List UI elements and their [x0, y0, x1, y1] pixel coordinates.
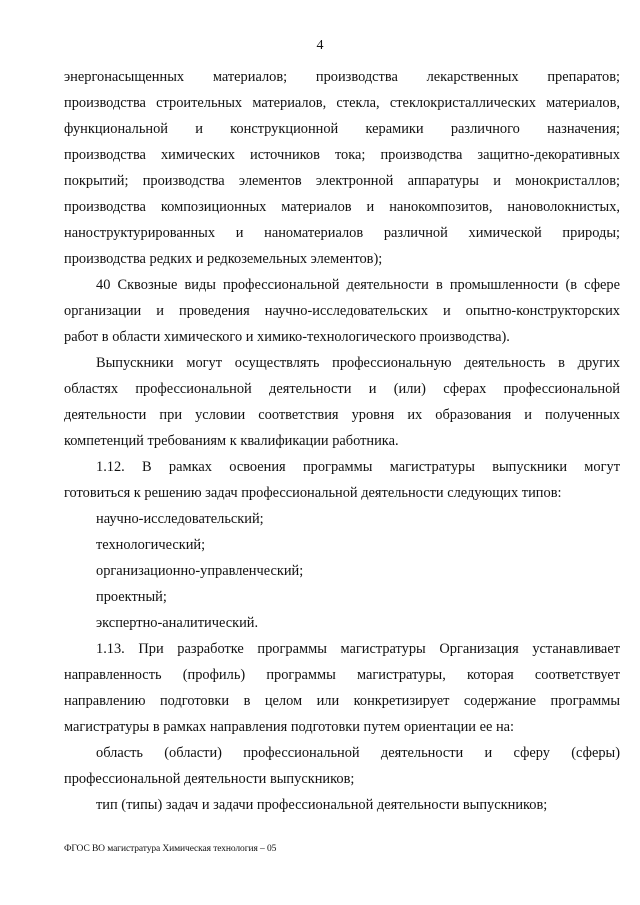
- text-line: магистратуры в рамках направления подготовки путем ориентации ее на:: [64, 719, 515, 735]
- text-line: организации и проведения научно-исследовательских и опытно-конструкторских: [64, 303, 620, 319]
- text-line: тип (типы) задач и задачи профессиональной деятельности выпускников;: [96, 797, 548, 813]
- list-item: проектный;: [96, 589, 167, 605]
- text-line: компетенций требованиям к квалификации работника.: [64, 433, 399, 449]
- body-text: [64, 64, 620, 818]
- text-line: работ в области химического и химико-технологического производства).: [64, 329, 510, 345]
- text-line: покрытий; производства элементов электронной аппаратуры и монокристаллов;: [64, 173, 620, 189]
- text-line: 40 Сквозные виды профессиональной деятельности в промышленности (в сфере: [96, 277, 620, 293]
- footer: ФГОС ВО магистратура Химическая технология – 05: [64, 844, 277, 854]
- text-line: производства химических источников тока; производства защитно-декоративных: [64, 147, 620, 163]
- list-item: организационно-управленческий;: [96, 563, 304, 579]
- list-item: технологический;: [96, 537, 206, 553]
- text-line: Выпускники могут осуществлять профессиональную деятельность в других: [96, 355, 620, 371]
- text-line: функциональной и конструкционной керамики различного назначения;: [64, 121, 620, 137]
- text-line: областях профессиональной деятельности и (или) сферах профессиональной: [64, 381, 620, 397]
- text-line: производства композиционных материалов и нанокомпозитов, нановолокнистых,: [64, 199, 620, 215]
- text-line: профессиональной деятельности выпускников;: [64, 771, 355, 787]
- text-line: деятельности при условии соответствия уровня их образования и полученных: [64, 407, 620, 423]
- page-number: 4: [316, 38, 324, 53]
- text-line: энергонасыщенных материалов; производства лекарственных препаратов;: [64, 69, 620, 85]
- text-line: 1.12. В рамках освоения программы магистратуры выпускники могут: [96, 459, 620, 475]
- text-line: область (области) профессиональной деятельности и сферу (сферы): [96, 745, 620, 761]
- text-line: наноструктурированных и наноматериалов различной химической природы;: [64, 225, 620, 241]
- list-item: экспертно-аналитический.: [96, 615, 259, 631]
- list-item: научно-исследовательский;: [96, 511, 264, 527]
- text-line: производства строительных материалов, стекла, стеклокристаллических материалов,: [64, 95, 620, 111]
- text-line: направлению подготовки в целом или конкретизирует содержание программы: [64, 693, 620, 709]
- text-line: 1.13. При разработке программы магистратуры Организация устанавливает: [96, 641, 620, 657]
- text-line: готовиться к решению задач профессиональной деятельности следующих типов:: [64, 485, 562, 501]
- text-line: производства редких и редкоземельных элементов);: [64, 251, 383, 267]
- text-line: направленность (профиль) программы магистратуры, которая соответствует: [64, 667, 620, 683]
